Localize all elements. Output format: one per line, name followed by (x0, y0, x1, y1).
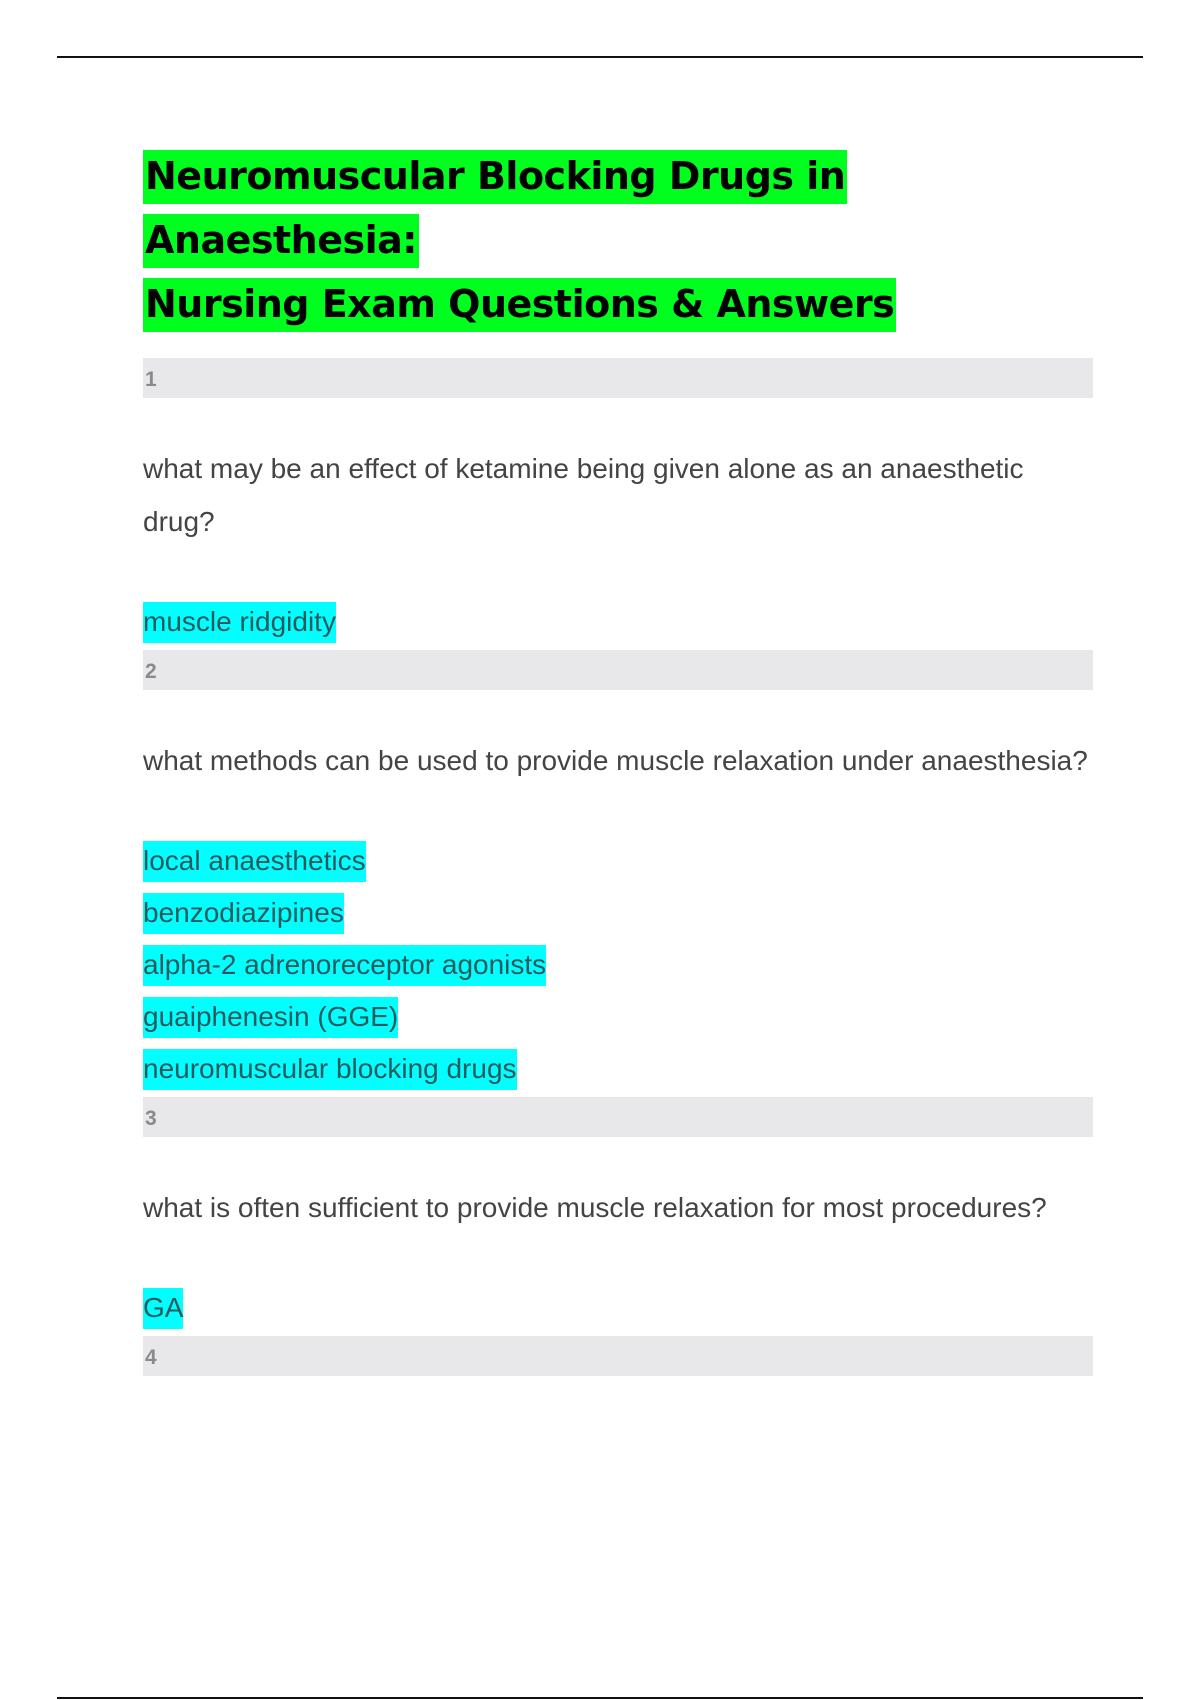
answer-item: guaiphenesin (GGE) (143, 991, 1093, 1043)
answer-list (143, 596, 1093, 648)
answer-item: GA (143, 1282, 1093, 1334)
question-number-bar (143, 1336, 1093, 1376)
title-line-1: Neuromuscular Blocking Drugs in Anaesthesia: (143, 150, 847, 268)
question-number-bar (143, 358, 1093, 398)
document-body (143, 144, 1093, 1376)
question-text: what may be an effect of ketamine being given alone as an anaesthetic drug? (143, 453, 1024, 537)
question-number: 4 (145, 1346, 157, 1369)
answer-item: benzodiazipines (143, 887, 1093, 939)
answer-item: alpha-2 adrenoreceptor agonists (143, 939, 1093, 991)
answer-list (143, 1282, 1093, 1334)
answer-item: neuromuscular blocking drugs (143, 1043, 1093, 1095)
question-number-bar (143, 1097, 1093, 1137)
top-rule (57, 56, 1143, 58)
question-number: 3 (145, 1107, 157, 1130)
answer-item: local anaesthetics (143, 835, 1093, 887)
question-number: 1 (145, 368, 157, 391)
answer-list (143, 835, 1093, 1095)
document-title (143, 144, 1093, 336)
bottom-rule (57, 1697, 1143, 1699)
answer-item: muscle ridgidity (143, 596, 1093, 648)
question-number-bar (143, 650, 1093, 690)
question-text: what is often sufficient to provide muscle relaxation for most procedures? (143, 1192, 1047, 1223)
title-line-2: Nursing Exam Questions & Answers (143, 278, 896, 332)
question-text: what methods can be used to provide muscle relaxation under anaesthesia? (143, 745, 1088, 776)
question-number: 2 (145, 660, 157, 683)
